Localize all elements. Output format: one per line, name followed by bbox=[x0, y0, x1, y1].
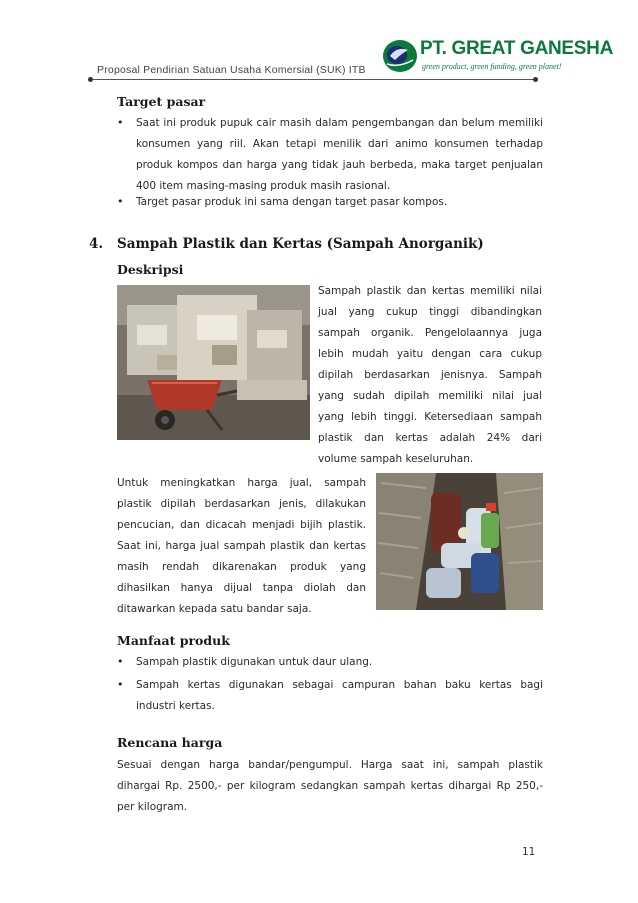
bullet-icon: • bbox=[117, 116, 124, 129]
header-title: Proposal Pendirian Satuan Usaha Komersial (SUK) ITB bbox=[97, 64, 366, 76]
deskripsi-heading: Deskripsi bbox=[117, 262, 184, 277]
company-logo-icon bbox=[381, 38, 419, 74]
photo-paper-waste-wheelbarrow bbox=[117, 285, 310, 440]
bullet-icon: • bbox=[117, 655, 124, 668]
section-title: Sampah Plastik dan Kertas (Sampah Anorganik) bbox=[117, 236, 484, 252]
header-rule-left-dot bbox=[88, 77, 93, 82]
bullet-icon: • bbox=[117, 195, 124, 208]
manfaat-bullet-1: Sampah plastik digunakan untuk daur ulang. bbox=[136, 656, 373, 668]
rencana-heading: Rencana harga bbox=[117, 735, 223, 750]
header-rule bbox=[90, 79, 536, 80]
target-pasar-bullet-2: Target pasar produk ini sama dengan target pasar kompos. bbox=[136, 196, 448, 208]
section-number: 4. bbox=[89, 236, 104, 252]
brand-name: PT. GREAT GANESHA bbox=[420, 38, 614, 59]
page-number: 11 bbox=[522, 846, 536, 858]
bullet-icon: • bbox=[117, 678, 124, 691]
rencana-text: Sesuai dengan harga bandar/pengumpul. Harga saat ini, sampah plastik dihargai Rp. 2500,- per kilogram sedangkan sampah kertas dihargai Rp 250,- per kilogram. bbox=[117, 759, 543, 813]
photo-plastic-bottles-sacks bbox=[376, 473, 543, 610]
manfaat-bullet-2: Sampah kertas digunakan sebagai campuran bahan baku kertas bagi industri kertas. bbox=[136, 679, 543, 712]
manfaat-heading: Manfaat produk bbox=[117, 633, 230, 648]
brand-tagline: green product, green funding, green planet! bbox=[422, 62, 562, 71]
target-pasar-heading: Target pasar bbox=[117, 94, 206, 109]
header-rule-right-dot bbox=[533, 77, 538, 82]
target-pasar-bullet-1: Saat ini produk pupuk cair masih dalam pengembangan dan belum memiliki konsumen yang riil. Akan tetapi menilik dari animo konsumen terhadap produk kompos dan harga yang tidak jauh berbeda, maka target penjualan 400 item masing-masing produk masih rasional. bbox=[136, 117, 543, 192]
plastic-processing-paragraph: Untuk meningkatkan harga jual, sampah plastik dipilah berdasarkan jenis, dilakukan pencucian, dan dicacah menjadi bijih plastik. Saat ini, harga jual sampah plastik dan kertas masih rendah dikarenakan produk yang dihasilkan hanya dijual tanpa diolah dan ditawarkan kepada satu bandar saja. bbox=[117, 477, 366, 615]
deskripsi-text: Sampah plastik dan kertas memiliki nilai jual yang cukup tinggi dibandingkan sampah organik. Pengelolaannya juga lebih mudah yaitu dengan cara cukup dipilah berdasarkan jenisnya. Sampah yang sudah dipilah memiliki nilai jual yang lebih tinggi. Ketersediaan sampah plastik dan kertas adalah 24% dari volume sampah keseluruhan. bbox=[318, 285, 542, 465]
